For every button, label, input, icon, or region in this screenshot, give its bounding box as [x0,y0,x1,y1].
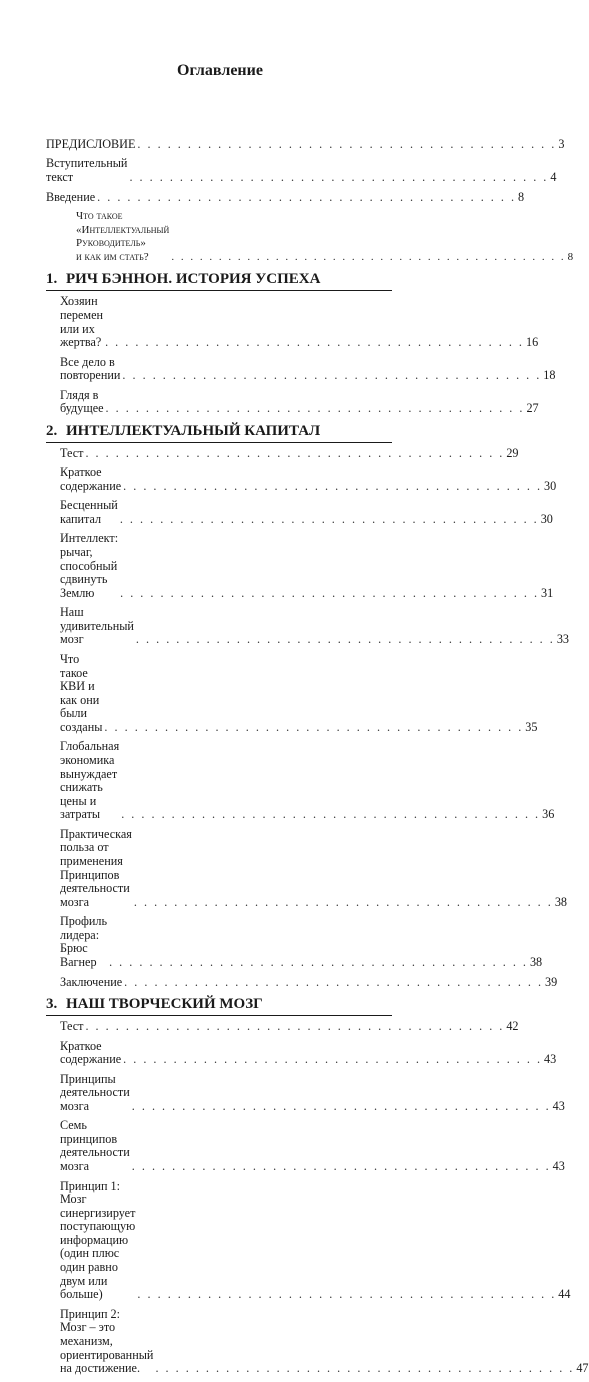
toc-page-number: 35 [525,719,538,734]
chapter-number: 3. [46,996,58,1013]
toc-page-number: 8 [567,250,574,263]
toc-entry-line: Мозг синергизирует поступающую информацию [60,1192,136,1247]
toc-page-number: 31 [541,585,554,600]
dot-leader: . . . . . . . . . . . . . . . . . . . . . . . . . . . . . . . . . . . . . . . . . . [85,1019,505,1034]
toc-entry[interactable] [60,1071,565,1114]
toc-entry-intro-text[interactable] [46,156,557,185]
dot-leader: . . . . . . . . . . . . . . . . . . . . . . . . . . . . . . . . . . . . . . . . . . [109,955,528,970]
toc-page-number: 44 [558,1287,571,1302]
toc-entry-line: рычаг, способный сдвинуть Землю [60,544,118,600]
toc-entry-line: Практическая польза от применения Принципов [60,826,132,882]
toc-entry-what-is[interactable] [76,210,574,264]
toc-entry-preface[interactable] [46,137,565,152]
chapter-title: РИЧ БЭННОН. ИСТОРИЯ УСПЕХА [66,271,321,288]
toc-page-number: 43 [544,1052,557,1067]
toc-entry-label: Наш удивительный мозг [60,605,134,647]
dot-leader: . . . . . . . . . . . . . . . . . . . . . . . . . . . . . . . . . . . . . . . . . . [124,974,544,989]
toc-page-number: 43 [552,1098,565,1113]
toc-entry-label: Принципы деятельности мозга [60,1071,130,1113]
toc-entry-label: Хозяин перемен или их жертва? [60,294,104,350]
toc-entry-label [76,210,169,264]
toc-page-number: 38 [529,955,543,970]
toc-page-number: 29 [506,445,519,460]
dot-leader: . . . . . . . . . . . . . . . . . . . . . . . . . . . . . . . . . . . . . . . . . . [97,189,517,204]
dot-leader: . . . . . . . . . . . . . . . . . . . . . . . . . . . . . . . . . . . . . . . . . . [133,894,553,909]
toc-entry-label [60,828,132,910]
toc-page-number: 38 [554,894,567,909]
toc-entry-label: Бесценный капитал [60,498,118,526]
dot-leader: . . . . . . . . . . . . . . . . . . . . . . . . . . . . . . . . . . . . . . . . . . [137,137,557,151]
dot-leader: . . . . . . . . . . . . . . . . . . . . . . . . . . . . . . . . . . . . . . . . . . [123,478,543,493]
toc-entry-label: Глядя в будущее [60,387,104,416]
chapter-heading[interactable] [46,995,392,1016]
toc-entry-line: и как им стать? [76,250,149,263]
toc-entry[interactable] [60,354,556,383]
dot-leader: . . . . . . . . . . . . . . . . . . . . . . . . . . . . . . . . . . . . . . . . . . [131,1159,551,1174]
dot-leader: . . . . . . . . . . . . . . . . . . . . . . . . . . . . . . . . . . . . . . . . . . [85,445,505,460]
toc-entry[interactable] [60,739,555,822]
toc-entry-label: Профиль лидера: Брюс Вагнер [60,914,108,970]
toc-entry[interactable] [60,465,557,493]
toc-entry-label [60,740,119,822]
toc-entry-line: Интеллект: [60,531,119,546]
toc-entry[interactable] [60,445,519,461]
toc-entry[interactable] [60,1306,589,1376]
toc-entry-line: Мозг – это механизм, ориентированный [60,1320,154,1362]
toc-entry-label: Все дело в повторении [60,354,121,383]
dot-leader: . . . . . . . . . . . . . . . . . . . . . . . . . . . . . . . . . . . . . . . . . . [121,807,541,822]
toc-entry-line: Глобальная экономика вынуждает [60,739,120,781]
toc-entry-label: Краткое содержание [60,1038,122,1067]
page-title: Оглавление [177,62,263,79]
toc-entry-introduction[interactable] [46,189,525,205]
toc-entry[interactable] [60,531,554,600]
toc-page-number: 4 [550,170,557,185]
toc-entry[interactable] [60,1038,557,1067]
toc-page-number: 39 [545,974,558,989]
toc-page-number: 18 [543,368,556,383]
dot-leader: . . . . . . . . . . . . . . . . . . . . . . . . . . . . . . . . . . . . . . . . . . [171,250,566,263]
toc-page-number: 47 [576,1361,589,1376]
toc-page-number: 30 [540,511,553,526]
toc-page-number: 30 [544,478,557,493]
toc-entry[interactable] [60,914,543,970]
toc-entry-line: (один плюс один равно двум или больше) [60,1246,120,1302]
toc-entry-label: Вступительный текст [46,156,128,185]
toc-page-number: 27 [526,401,539,416]
dot-leader: . . . . . . . . . . . . . . . . . . . . . . . . . . . . . . . . . . . . . . . . . . [129,170,549,185]
toc-entry[interactable] [60,1178,571,1302]
table-of-contents [46,137,589,1382]
chapter-heading[interactable] [46,422,392,443]
toc-entry-line: на достижение. [60,1361,141,1376]
toc-page-number: 16 [525,335,539,350]
toc-page-number: 8 [518,189,525,204]
toc-entry[interactable] [60,826,567,910]
toc-entry-label: Что такое КВИ и как они были созданы [60,651,103,734]
toc-entry-label [60,532,118,600]
dot-leader: . . . . . . . . . . . . . . . . . . . . . . . . . . . . . . . . . . . . . . . . . . [105,335,524,350]
toc-entry-line: деятельности мозга [60,881,130,909]
toc-entry-label [60,1180,135,1302]
toc-entry-line: Что такое «Интеллектуальный Руководитель» [76,210,170,250]
toc-entry[interactable] [60,605,569,647]
toc-page-number: 43 [552,1159,565,1174]
toc-entry[interactable] [60,1118,565,1174]
toc-entry[interactable] [60,1019,519,1034]
chapter-title: НАШ ТВОРЧЕСКИЙ МОЗГ [66,996,263,1013]
chapter-number: 2. [46,422,58,439]
chapter-number: 1. [46,271,58,288]
dot-leader: . . . . . . . . . . . . . . . . . . . . . . . . . . . . . . . . . . . . . . . . . . [120,585,539,600]
toc-entry-line: Принцип 2: [60,1306,121,1321]
dot-leader: . . . . . . . . . . . . . . . . . . . . . . . . . . . . . . . . . . . . . . . . . . [105,401,525,416]
toc-page-number: 36 [542,807,555,822]
toc-entry-label: Введение [46,189,96,204]
toc-entry-label: Семь принципов деятельности мозга [60,1118,130,1174]
toc-entry-label: Тест [60,445,84,460]
toc-entry-label [60,1308,153,1376]
dot-leader: . . . . . . . . . . . . . . . . . . . . . . . . . . . . . . . . . . . . . . . . . . [104,719,524,734]
chapter-title: ИНТЕЛЛЕКТУАЛЬНЫЙ КАПИТАЛ [66,422,321,439]
toc-entry-label: Краткое содержание [60,465,122,493]
toc-entry[interactable] [60,387,539,416]
dot-leader: . . . . . . . . . . . . . . . . . . . . . . . . . . . . . . . . . . . . . . . . . . [122,368,542,383]
chapter-heading[interactable] [46,270,392,291]
toc-page-number: 33 [556,632,569,647]
toc-entry[interactable] [60,651,538,735]
toc-entry-label: Заключение [60,974,123,989]
dot-leader: . . . . . . . . . . . . . . . . . . . . . . . . . . . . . . . . . . . . . . . . . . [119,511,539,526]
dot-leader: . . . . . . . . . . . . . . . . . . . . . . . . . . . . . . . . . . . . . . . . . . [137,1287,557,1302]
dot-leader: . . . . . . . . . . . . . . . . . . . . . . . . . . . . . . . . . . . . . . . . . . [155,1361,575,1376]
toc-entry[interactable] [60,294,539,350]
dot-leader: . . . . . . . . . . . . . . . . . . . . . . . . . . . . . . . . . . . . . . . . . . [135,632,555,647]
toc-entry-line: Принцип 1: [60,1178,121,1193]
toc-entry[interactable] [60,498,553,526]
toc-page-number: 42 [506,1019,519,1034]
toc-entry[interactable] [60,974,558,990]
toc-entry-line: снижать цены и затраты [60,780,103,822]
toc-entry-label: Тест [60,1019,84,1034]
toc-entry-label: ПРЕДИСЛОВИЕ [46,137,136,151]
dot-leader: . . . . . . . . . . . . . . . . . . . . . . . . . . . . . . . . . . . . . . . . . . [131,1098,551,1113]
toc-page-number: 3 [558,137,565,151]
dot-leader: . . . . . . . . . . . . . . . . . . . . . . . . . . . . . . . . . . . . . . . . . . [123,1052,543,1067]
